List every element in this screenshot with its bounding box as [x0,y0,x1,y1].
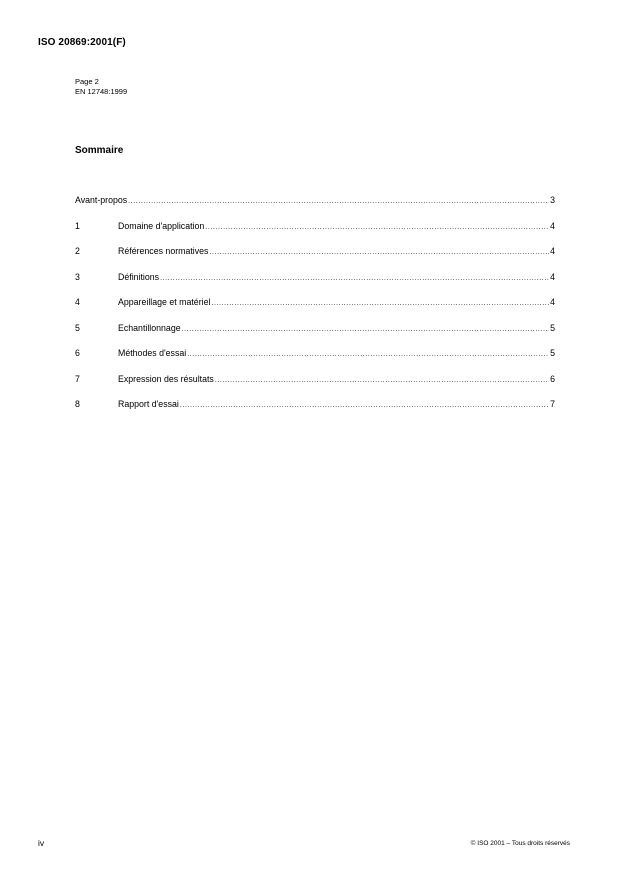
toc-entry-number: 6 [75,348,80,358]
toc-entry-6[interactable] [75,348,555,374]
toc-entry-3[interactable] [75,272,555,298]
toc-leader-dots [128,198,549,205]
toc-leader-dots [160,275,549,282]
toc-entry-title: Avant-propos [75,195,128,205]
toc-entry-page: 3 [550,195,555,205]
footer-copyright: © ISO 2001 – Tous droits réservés [470,840,570,847]
toc-entry-avant-propos[interactable] [75,195,555,221]
toc-entry-number: 7 [75,373,80,384]
toc-entry-page: 4 [550,220,555,231]
toc-entry-page: 4 [550,297,555,307]
toc-entry-page: 4 [550,271,555,282]
toc-leader-dots [209,249,549,256]
standard-reference-line: EN 12748:1999 [75,87,128,96]
toc-entry-number: 3 [75,271,80,282]
table-of-contents [75,195,555,425]
toc-entry-number: 4 [75,297,80,307]
toc-entry-2[interactable] [75,246,555,272]
toc-leader-dots [215,377,549,384]
page-reference [75,77,127,97]
toc-entry-number: 8 [75,399,80,409]
toc-entry-title: Rapport d'essai [118,399,179,409]
toc-entry-page: 5 [550,322,555,333]
toc-entry-title: Méthodes d'essai [118,348,187,358]
toc-entry-page: 7 [550,399,555,409]
toc-heading: Sommaire [75,145,124,156]
footer-page-number: iv [38,838,45,848]
toc-entry-page: 4 [550,246,555,256]
toc-entry-number: 1 [75,220,80,231]
page-reference-line: Page 2 [75,77,99,86]
toc-entry-4[interactable] [75,297,555,323]
toc-entry-page: 5 [550,348,555,358]
toc-entry-title: Echantillonnage [118,322,181,333]
document-title: ISO 20869:2001(F) [38,37,126,48]
toc-entry-title: Appareillage et matériel [118,297,211,307]
toc-entry-7[interactable] [75,374,555,400]
toc-entry-5[interactable] [75,323,555,349]
toc-leader-dots [180,402,549,409]
toc-entry-1[interactable] [75,221,555,247]
toc-leader-dots [205,224,549,231]
toc-entry-number: 5 [75,322,80,333]
toc-entry-page: 6 [550,373,555,384]
toc-leader-dots [211,300,549,307]
toc-entry-title: Domaine d'application [118,220,205,231]
toc-entry-8[interactable] [75,399,555,425]
toc-entry-number: 2 [75,246,80,256]
toc-entry-title: Références normatives [118,246,209,256]
toc-leader-dots [182,326,549,333]
toc-leader-dots [187,351,549,358]
toc-entry-title: Expression des résultats [118,373,214,384]
toc-entry-title: Définitions [118,271,160,282]
